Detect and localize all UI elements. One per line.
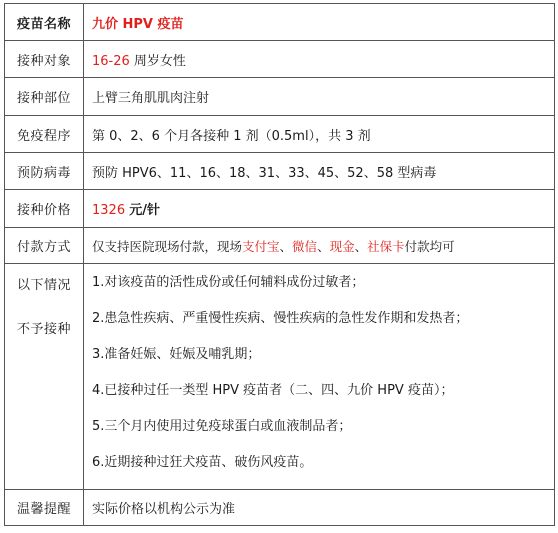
row-price (5, 190, 555, 228)
value-target (84, 41, 555, 78)
label-conditions-line2: 不予接种 (16, 322, 71, 337)
payment-method-wechat: 微信 (292, 238, 318, 254)
price-unit: 元/针 (129, 203, 160, 218)
payment-sep-3: 、 (354, 238, 368, 254)
payment-suffix: 付款均可 (404, 238, 455, 254)
condition-item: 1.对该疫苗的活性成份或任何辅料成份过敏者； (92, 275, 365, 290)
row-site (5, 78, 555, 116)
label-reminder: 温馨提醒 (5, 490, 84, 526)
payment-method-cash: 现金 (329, 238, 355, 254)
label-payment: 付款方式 (5, 228, 84, 264)
row-conditions (5, 264, 555, 490)
label-conditions (5, 264, 84, 490)
row-reminder (5, 490, 555, 526)
value-reminder: 实际价格以机构公示为准 (84, 490, 555, 526)
value-payment (84, 228, 555, 264)
label-schedule: 免疫程序 (5, 116, 84, 153)
label-price: 接种价格 (5, 190, 84, 228)
value-price (84, 190, 555, 228)
condition-item: 3.准备妊娠、妊娠及哺乳期； (92, 347, 261, 362)
label-vaccine-name: 疫苗名称 (5, 4, 84, 41)
payment-method-social-card: 社保卡 (367, 238, 405, 254)
row-payment (5, 228, 555, 264)
price-amount: 1326 (92, 203, 126, 218)
condition-item: 4.已接种过任一类型 HPV 疫苗者（二、四、九价 HPV 疫苗）； (92, 383, 454, 398)
value-prevent: 预防 HPV6、11、16、18、31、33、45、52、58 型病毒 (84, 153, 555, 190)
row-prevent (5, 153, 555, 190)
label-conditions-line1: 以下情况 (16, 278, 71, 293)
row-schedule (5, 116, 555, 153)
payment-sep-1: 、 (279, 238, 293, 254)
value-vaccine-name: 九价 HPV 疫苗 (84, 4, 555, 41)
payment-method-alipay: 支付宝 (242, 238, 280, 254)
row-vaccine-name (5, 4, 555, 41)
payment-prefix: 仅支持医院现场付款，现场 (92, 238, 243, 254)
condition-item: 5.三个月内使用过免疫球蛋白或血液制品者； (92, 419, 352, 434)
label-site: 接种部位 (5, 78, 84, 116)
value-conditions (84, 264, 555, 490)
label-prevent: 预防病毒 (5, 153, 84, 190)
target-age: 16-26 (92, 53, 130, 69)
value-schedule: 第 0、2、6 个月各接种 1 剂（0.5ml），共 3 剂 (84, 116, 555, 153)
target-rest: 周岁女性 (133, 53, 186, 69)
vaccine-info-table (4, 3, 555, 526)
condition-item: 6.近期接种过狂犬疫苗、破伤风疫苗。 (92, 455, 313, 470)
row-target (5, 41, 555, 78)
condition-item: 2.患急性疾病、严重慢性疾病、慢性疾病的急性发作期和发热者； (92, 311, 469, 326)
payment-sep-2: 、 (317, 238, 330, 254)
label-target: 接种对象 (5, 41, 84, 78)
value-site: 上臂三角肌肌肉注射 (84, 78, 555, 116)
